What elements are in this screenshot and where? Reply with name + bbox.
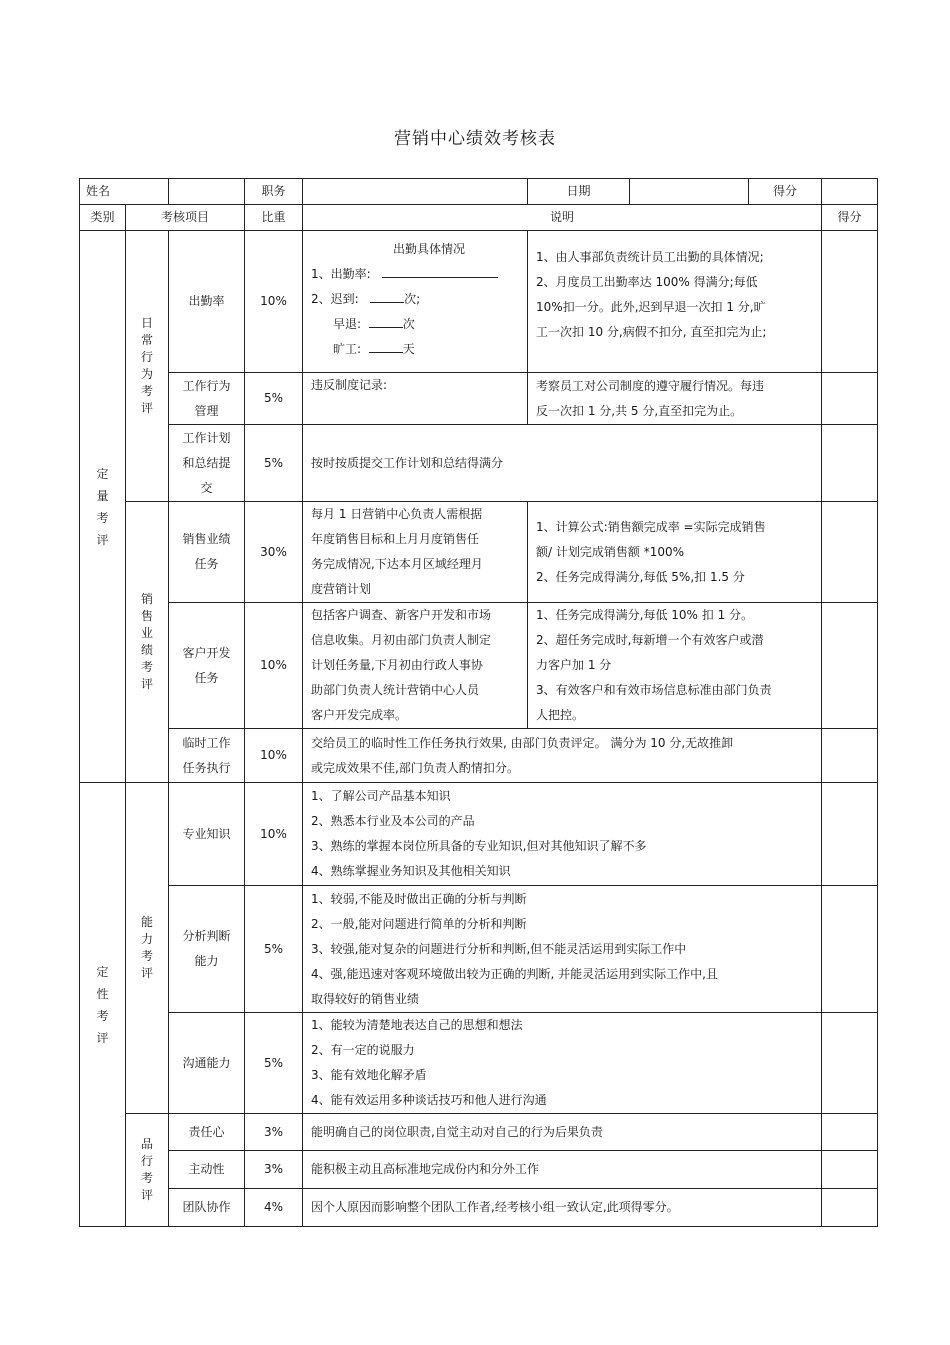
table-row [80, 1013, 878, 1114]
position-label: 职务 [245, 179, 303, 205]
weight-teamwork: 4% [245, 1189, 303, 1227]
group-sales: 销售业绩考评 [126, 502, 169, 783]
conduct-record: 违反制度记录: [303, 373, 528, 425]
weight-conduct: 5% [245, 373, 303, 425]
page-title: 营销中心绩效考核表 [394, 129, 556, 149]
col-score: 得分 [822, 205, 878, 231]
evaluation-table [79, 178, 878, 1227]
date-label: 日期 [528, 179, 630, 205]
table-row [80, 1114, 878, 1151]
item-teamwork: 团队协作 [169, 1189, 245, 1227]
item-initiative: 主动性 [169, 1151, 245, 1189]
col-weight: 比重 [245, 205, 303, 231]
score-plan[interactable] [822, 425, 878, 502]
item-attendance: 出勤率 [169, 231, 245, 373]
weight-customer: 10% [245, 603, 303, 729]
sales-task-left: 每月 1 日营销中心负责人需根据 年度销售目标和上月月度销售任 务完成情况,下达本月区域经理月 度营销计划 [303, 502, 528, 603]
score-communication[interactable] [822, 1013, 878, 1114]
item-responsibility: 责任心 [169, 1114, 245, 1151]
group-daily: 日常行为考评 [126, 231, 169, 502]
item-plan: 工作计划 和总结提 交 [169, 425, 245, 502]
score-initiative[interactable] [822, 1151, 878, 1189]
customer-left: 包括客户调查、新客户开发和市场 信息收集。月初由部门负责人制定 计划任务量,下月初由行政人事协 助部门负责人统计营销中心人员 客户开发完成率。 [303, 603, 528, 729]
score-responsibility[interactable] [822, 1114, 878, 1151]
table-row [80, 783, 878, 886]
customer-desc: 1、任务完成得满分,每低 10% 扣 1 分。 2、超任务完成时,每新增一个有效客户或潜 力客户加 1 分 3、有效客户和有效市场信息标准由部门负责 人把控。 [528, 603, 822, 729]
score-customer[interactable] [822, 603, 878, 729]
temp-desc: 交给员工的临时性工作任务执行效果, 由部门负责评定。 满分为 10 分,无故推卸 或完成效果不佳,部门负责人酌情扣分。 [303, 729, 822, 783]
score-judgement[interactable] [822, 886, 878, 1013]
col-category: 类别 [80, 205, 126, 231]
group-qual: 定性考评 [80, 783, 126, 1227]
score-attendance[interactable] [822, 231, 878, 373]
teamwork-desc: 因个人原因而影响整个团队工作者,经考核小组一致认定,此项得零分。 [303, 1189, 822, 1227]
knowledge-desc: 1、了解公司产品基本知识 2、熟悉本行业及本公司的产品 3、熟练的掌握本岗位所具备的专业知识,但对其他知识了解不多 4、熟练掌握业务知识及其他相关知识 [303, 783, 822, 886]
weight-plan: 5% [245, 425, 303, 502]
score-teamwork[interactable] [822, 1189, 878, 1227]
table-row [80, 886, 878, 1013]
score-conduct[interactable] [822, 373, 878, 425]
weight-judgement: 5% [245, 886, 303, 1013]
weight-knowledge: 10% [245, 783, 303, 886]
name-label: 姓名 [80, 179, 169, 205]
plan-desc: 按时按质提交工作计划和总结得满分 [303, 425, 822, 502]
score-label: 得分 [749, 179, 822, 205]
table-row [80, 373, 878, 425]
col-item: 考核项目 [126, 205, 245, 231]
weight-communication: 5% [245, 1013, 303, 1114]
sales-task-desc: 1、计算公式:销售额完成率 =实际完成销售 额/ 计划完成销售额 *100% 2、任务完成得满分,每低 5%,扣 1.5 分 [528, 502, 822, 603]
col-desc: 说明 [303, 205, 822, 231]
item-sales-task: 销售业绩 任务 [169, 502, 245, 603]
item-knowledge: 专业知识 [169, 783, 245, 886]
weight-initiative: 3% [245, 1151, 303, 1189]
weight-temp: 10% [245, 729, 303, 783]
judgement-desc: 1、较弱,不能及时做出正确的分析与判断 2、一般,能对问题进行简单的分析和判断 3、较强,能对复杂的问题进行分析和判断,但不能灵活运用到实际工作中 4、强,能迅速对客观环境做出较为正确的判断, 并能灵活运用到实际工作中,且 取得较好的销售业绩 [303, 886, 822, 1013]
absence-field[interactable] [369, 339, 403, 353]
table-row [80, 502, 878, 603]
attendance-desc: 1、由人事部负责统计员工出勤的具体情况; 2、月度员工出勤率达 100% 得满分;每低 10%扣一分。此外,迟到早退一次扣 1 分,旷 工一次扣 10 分,病假不扣分, 直至扣完为止; [528, 231, 822, 373]
group-quant: 定量考评 [80, 231, 126, 783]
attendance-rate-field[interactable] [382, 264, 498, 278]
name-field[interactable] [169, 179, 245, 205]
position-field[interactable] [303, 179, 528, 205]
score-knowledge[interactable] [822, 783, 878, 886]
responsibility-desc: 能明确自己的岗位职责,自觉主动对自己的行为后果负责 [303, 1114, 822, 1151]
table-row [80, 1189, 878, 1227]
group-character: 品行考评 [126, 1114, 169, 1227]
group-ability: 能力考评 [126, 783, 169, 1114]
item-temp: 临时工作 任务执行 [169, 729, 245, 783]
item-communication: 沟通能力 [169, 1013, 245, 1114]
weight-sales-task: 30% [245, 502, 303, 603]
total-score-field[interactable] [822, 179, 878, 205]
score-temp[interactable] [822, 729, 878, 783]
date-field[interactable] [630, 179, 749, 205]
score-sales-task[interactable] [822, 502, 878, 603]
initiative-desc: 能积极主动且高标准地完成份内和分外工作 [303, 1151, 822, 1189]
table-row [80, 425, 878, 502]
communication-desc: 1、能较为清楚地表达自己的思想和想法 2、有一定的说服力 3、能有效地化解矛盾 4、能有效运用多种谈话技巧和他人进行沟通 [303, 1013, 822, 1114]
attendance-detail: 出勤具体情况 1、出勤率: 2、迟到: 次; 早退: 次 旷工: 天 [303, 231, 528, 373]
table-row [80, 729, 878, 783]
late-count-field[interactable] [370, 289, 404, 303]
table-row [80, 1151, 878, 1189]
table-row [80, 231, 878, 373]
item-customer: 客户开发 任务 [169, 603, 245, 729]
table-row [80, 603, 878, 729]
conduct-desc: 考察员工对公司制度的遵守履行情况。每违 反一次扣 1 分,共 5 分,直至扣完为止。 [528, 373, 822, 425]
item-judgement: 分析判断 能力 [169, 886, 245, 1013]
weight-responsibility: 3% [245, 1114, 303, 1151]
early-leave-field[interactable] [369, 314, 403, 328]
item-conduct: 工作行为 管理 [169, 373, 245, 425]
weight-attendance: 10% [245, 231, 303, 373]
